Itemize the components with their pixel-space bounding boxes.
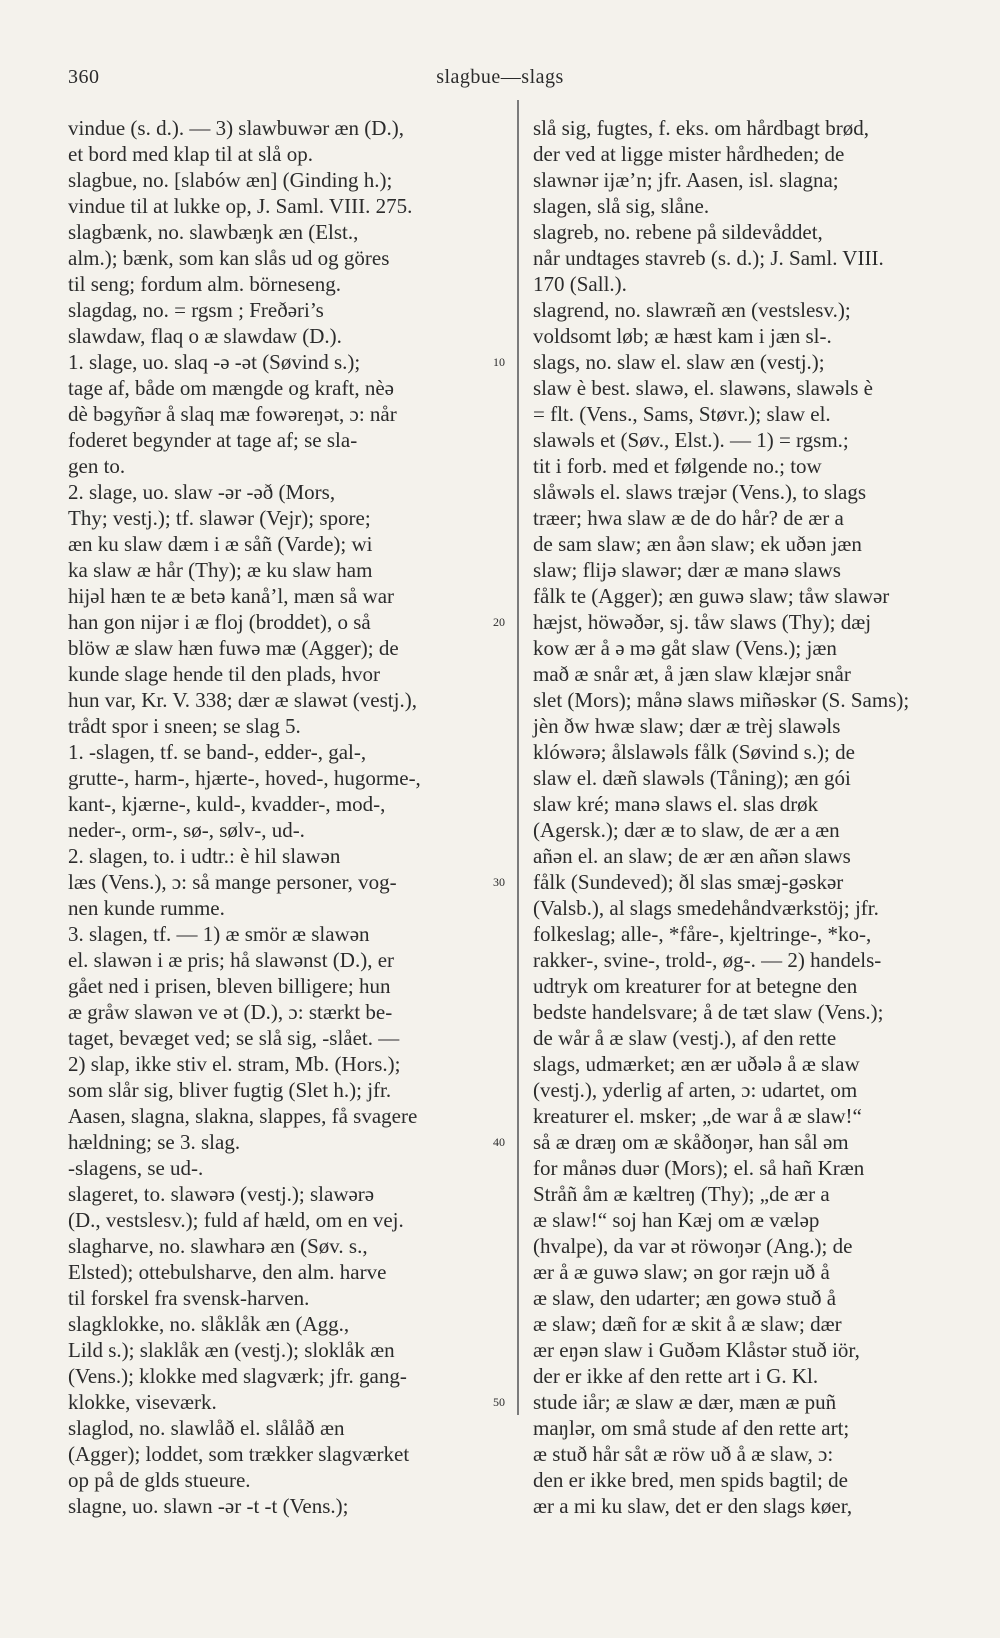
left-column xyxy=(68,115,508,1519)
left-column-line: trådt spor i sneen; se slag 5. xyxy=(68,714,301,738)
right-column-line: añən el. an slaw; de ær æn añən slaws xyxy=(533,844,851,868)
left-column-line: blöw æ slaw hæn fuwə mæ (Agger); de xyxy=(68,636,399,660)
right-column-line: slaw kré; manə slaws el. slas drøk xyxy=(533,792,819,816)
left-column-line: æ gråw slawən ve ət (D.), ɔ: stærkt be- xyxy=(68,1000,393,1024)
left-column-line: slagbue, no. [slabów æn] (Ginding h.); xyxy=(68,168,393,192)
left-column-line: alm.); bænk, som kan slås ud og göres xyxy=(68,246,390,270)
left-column-line: et bord med klap til at slå op. xyxy=(68,142,313,166)
right-column-line: udtryk om kreaturer for at betegne den xyxy=(533,974,858,998)
left-column-line: -slagens, se ud-. xyxy=(68,1156,204,1180)
left-column-line: 2) slap, ikke stiv el. stram, Mb. (Hors.); xyxy=(68,1052,401,1076)
right-column-line: de wår å æ slaw (vestj.), af den rette xyxy=(533,1026,837,1050)
left-column-line: neder-, orm-, sø-, sølv-, ud-. xyxy=(68,818,305,842)
right-column-line: fålk te (Agger); æn guwə slaw; tåw slawər xyxy=(533,584,890,608)
left-column-line: han gon nijər i æ floj (broddet), o så xyxy=(68,610,371,634)
left-column-line: nen kunde rumme. xyxy=(68,896,225,920)
right-column-line: stude iår; æ slaw æ dær, mæn æ puñ xyxy=(533,1390,837,1414)
right-column-line: ær å æ guwə slaw; ən gor ræjn uð å xyxy=(533,1260,830,1284)
right-column-line: maŋlər, om små stude af den rette art; xyxy=(533,1416,850,1440)
right-column-line: (hvalpe), da var ət röwoŋər (Ang.); de xyxy=(533,1234,853,1258)
right-column-line: ær eŋən slaw i Guðəm Klåstər stuð iör, xyxy=(533,1338,860,1362)
right-column-line: for månəs duər (Mors); el. så hañ Kræn xyxy=(533,1156,865,1180)
left-column-line: 2. slagen, to. i udtr.: è hil slawən xyxy=(68,844,341,868)
right-column-line: æ slaw; dæñ for æ skit å æ slaw; dær xyxy=(533,1312,842,1336)
left-column-line: Thy; vestj.); tf. slawər (Vejr); spore; xyxy=(68,506,371,530)
right-column-line: slagrend, no. slawræñ æn (vestslesv.); xyxy=(533,298,851,322)
right-column-line: slaw; flijə slawər; dær æ manə slaws xyxy=(533,558,841,582)
margin-line-number: 40 xyxy=(493,1135,505,1149)
right-column-line: slåwəls el. slaws træjər (Vens.), to slags xyxy=(533,480,867,504)
left-column-line: til forskel fra svensk-harven. xyxy=(68,1286,310,1310)
left-column-line: gået ned i prisen, bleven billigere; hun xyxy=(68,974,391,998)
left-column-line: klokke, viseværk. xyxy=(68,1390,217,1414)
page-number: 360 xyxy=(68,66,100,88)
left-column-line: taget, bevæget ved; se slå sig, -slået. — xyxy=(68,1026,400,1050)
right-column-line: den er ikke bred, men spids bagtil; de xyxy=(533,1468,848,1492)
right-column-line: slagen, slå sig, slåne. xyxy=(533,194,710,218)
left-column-line: vindue (s. d.). — 3) slawbuwər æn (D.), xyxy=(68,116,404,140)
running-head: slagbue—slags xyxy=(436,66,564,88)
right-column-line: der er ikke af den rette art i G. Kl. xyxy=(533,1364,819,1388)
right-column-line: rakker-, svine-, trold-, øg-. — 2) handels- xyxy=(533,948,882,972)
right-column-line: jèn ðw hwæ slaw; dær æ trèj slawəls xyxy=(533,714,841,738)
left-column-line: kant-, kjærne-, kuld-, kvadder-, mod-, xyxy=(68,792,386,816)
column-rule xyxy=(517,100,519,1415)
right-column-line: æ stuð hår såt æ röw uð å æ slaw, ɔ: xyxy=(533,1442,834,1466)
margin-line-number: 30 xyxy=(493,875,505,889)
right-column-line: æ slaw!“ soj han Kæj om æ væləp xyxy=(533,1208,820,1232)
left-column-line: hældning; se 3. slag. xyxy=(68,1130,241,1154)
left-column-line: slagklokke, no. slåklåk æn (Agg., xyxy=(68,1312,350,1336)
left-column-line: Elsted); ottebulsharve, den alm. harve xyxy=(68,1260,387,1284)
left-column-line: slagdag, no. = rgsm ; Freðəri’s xyxy=(68,298,324,322)
left-column-line: Aasen, slagna, slakna, slappes, få svagere xyxy=(68,1104,418,1128)
right-column-line: når undtages stavreb (s. d.); J. Saml. VIII. xyxy=(533,246,884,270)
left-column-line: hijəl hæn te æ betə kanåʼl, mæn så war xyxy=(68,584,395,608)
left-column-line: tage af, både om mængde og kraft, nèə xyxy=(68,376,394,400)
right-column-line: folkeslag; alle-, *fåre-, kjeltringe-, *ko-, xyxy=(533,922,872,946)
left-column-line: hun var, Kr. V. 338; dær æ slawət (vestj.), xyxy=(68,688,417,712)
right-column-line: så æ dræŋ om æ skåðoŋər, han sål əm xyxy=(533,1130,849,1154)
right-column-line: slet (Mors); månə slaws miñəskər (S. Sams); xyxy=(533,688,910,712)
left-column-line: (D., vestslesv.); fuld af hæld, om en vej. xyxy=(68,1208,404,1232)
right-column-line: mað æ snår æt, å jæn slaw klæjər snår xyxy=(533,662,851,686)
right-column-line: slags, no. slaw el. slaw æn (vestj.); xyxy=(533,350,825,374)
left-column-line: dè bəgyñər å slaq mæ fowəreŋət, ɔ: når xyxy=(68,402,397,426)
left-column-line: op på de glds stueure. xyxy=(68,1468,251,1492)
margin-line-number: 20 xyxy=(493,615,505,629)
left-column-line: til seng; fordum alm. börneseng. xyxy=(68,272,341,296)
right-column-line: kreaturer el. msker; „de war å æ slaw!“ xyxy=(533,1104,862,1128)
left-column-line: el. slawən i æ pris; hå slawənst (D.), er xyxy=(68,948,395,972)
right-column-line: der ved at ligge mister hårdheden; de xyxy=(533,142,845,166)
right-column-line: (Agersk.); dær æ to slaw, de ær a æn xyxy=(533,818,840,842)
right-column-line: slawəls et (Søv., Elst.). — 1) = rgsm.; xyxy=(533,428,849,452)
right-column xyxy=(533,115,973,1519)
right-column-line: æ slaw, den udarter; æn gowə stuð å xyxy=(533,1286,837,1310)
right-column-line: hæjst, höwəðər, sj. tåw slaws (Thy); dæj xyxy=(533,610,872,634)
left-column-line: Lild s.); slaklåk æn (vestj.); sloklåk æn xyxy=(68,1338,395,1362)
right-column-line: slaw el. dæñ slawəls (Tåning); æn gói xyxy=(533,766,851,790)
left-column-line: slagbænk, no. slawbæŋk æn (Elst., xyxy=(68,220,359,244)
right-column-line: voldsomt løb; æ hæst kam i jæn sl-. xyxy=(533,324,832,348)
right-column-line: slawnər ijæʼn; jfr. Aasen, isl. slagna; xyxy=(533,168,839,192)
left-column-line: (Vens.); klokke med slagværk; jfr. gang- xyxy=(68,1364,407,1388)
right-column-line: bedste handelsvare; å de tæt slaw (Vens.); xyxy=(533,1000,884,1024)
left-column-line: slaglod, no. slawlåð el. slålåð æn xyxy=(68,1416,345,1440)
right-column-line: de sam slaw; æn åən slaw; ek uðən jæn xyxy=(533,532,862,556)
left-column-line: 1. -slagen, tf. se band-, edder-, gal-, xyxy=(68,740,367,764)
margin-line-number: 50 xyxy=(493,1395,505,1409)
left-column-line: læs (Vens.), ɔ: så mange personer, vog- xyxy=(68,870,397,894)
left-column-line: gen to. xyxy=(68,454,126,478)
right-column-line: slags, udmærket; æn ær uðələ å æ slaw xyxy=(533,1052,860,1076)
margin-line-number: 10 xyxy=(493,355,505,369)
right-column-line: 170 (Sall.). xyxy=(533,272,627,296)
left-column-line: æn ku slaw dæm i æ såñ (Varde); wi xyxy=(68,532,373,556)
left-column-line: (Agger); loddet, som trækker slagværket xyxy=(68,1442,410,1466)
right-column-line: slaw è best. slawə, el. slawəns, slawəls è xyxy=(533,376,873,400)
right-column-line: slagreb, no. rebene på sildevåddet, xyxy=(533,220,823,244)
right-column-line: slå sig, fugtes, f. eks. om hårdbagt brød, xyxy=(533,116,869,140)
left-column-line: 1. slage, uo. slaq -ə -ət (Søvind s.); xyxy=(68,350,361,374)
right-column-line: ær a mi ku slaw, det er den slags køer, xyxy=(533,1494,853,1518)
left-column-line: 2. slage, uo. slaw -ər -əð (Mors, xyxy=(68,480,336,504)
right-column-line: (Valsb.), al slags smedehåndværkstöj; jfr. xyxy=(533,896,879,920)
left-column-line: kunde slage hende til den plads, hvor xyxy=(68,662,381,686)
right-column-line: = flt. (Vens., Sams, Støvr.); slaw el. xyxy=(533,402,831,426)
left-column-line: slagne, uo. slawn -ər -t -t (Vens.); xyxy=(68,1494,349,1518)
left-column-line: slagharve, no. slawharə æn (Søv. s., xyxy=(68,1234,368,1258)
right-column-line: klówərə; ålslawəls fålk (Søvind s.); de xyxy=(533,740,855,764)
left-column-line: 3. slagen, tf. — 1) æ smör æ slawən xyxy=(68,922,370,946)
right-column-line: fålk (Sundeved); ðl slas smæj-gəskər xyxy=(533,870,844,894)
left-column-line: vindue til at lukke op, J. Saml. VIII. 275. xyxy=(68,194,413,218)
right-column-line: (vestj.), yderlig af arten, ɔ: udartet, om xyxy=(533,1078,858,1102)
left-column-line: som slår sig, bliver fugtig (Slet h.); jfr. xyxy=(68,1078,392,1102)
right-column-line: træer; hwa slaw æ de do hår? de ær a xyxy=(533,506,844,530)
right-column-line: Stråñ åm æ kæltreŋ (Thy); „de ær a xyxy=(533,1182,830,1206)
left-column-line: slageret, to. slawərə (vestj.); slawərə xyxy=(68,1182,375,1206)
left-column-line: slawdaw, flaq o æ slawdaw (D.). xyxy=(68,324,342,348)
left-column-line: grutte-, harm-, hjærte-, hoved-, hugorme-, xyxy=(68,766,421,790)
right-column-line: kow ær å ə mə gåt slaw (Vens.); jæn xyxy=(533,636,837,660)
left-column-line: foderet begynder at tage af; se sla- xyxy=(68,428,358,452)
left-column-line: ka slaw æ hår (Thy); æ ku slaw ham xyxy=(68,558,373,582)
right-column-line: tit i forb. med et følgende no.; tow xyxy=(533,454,822,478)
